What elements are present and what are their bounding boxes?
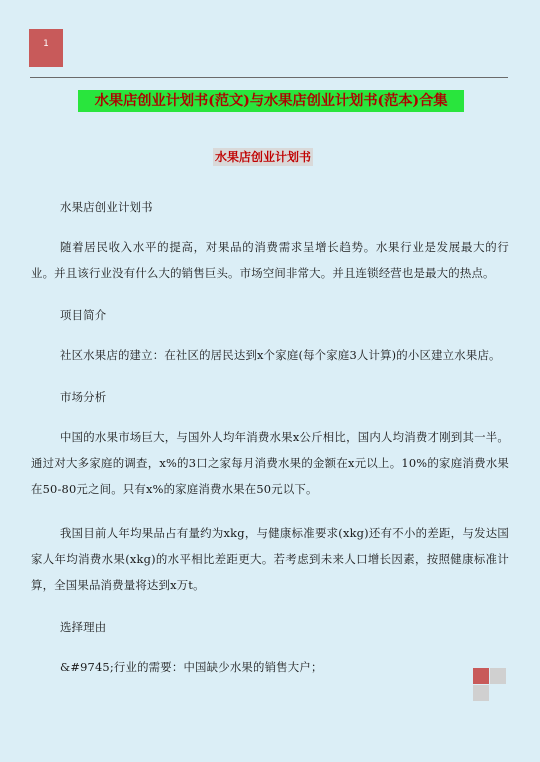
paragraph-heading: 选择理由 [60, 620, 107, 634]
paragraph: 社区水果店的建立：在社区的居民达到x个家庭(每个家庭3人计算)的小区建立水果店。 [60, 348, 501, 362]
corner-decoration-square [473, 685, 489, 701]
paragraph: 随着居民收入水平的提高，对果品的消费需求呈增长趋势。水果行业是发展最大的行业。并且该行业没有什么大的销售巨头。市场空间非常大。并且连锁经营也是最大的热点。 [31, 240, 509, 280]
paragraph-heading: 项目简介 [60, 308, 107, 322]
paragraph: 中国的水果市场巨大，与国外人均年消费水果x公斤相比，国内人均消费才刚到其一半。通过对大多家庭的调查，x%的3口之家每月消费水果的金额在x元以上。10%的家庭消费水果在50-80元之间。只有x%的家庭消费水果在50元以下。 [31, 430, 509, 496]
paragraph-heading: 水果店创业计划书 [60, 200, 153, 214]
section-title: 水果店创业计划书 [215, 150, 312, 164]
document-title: 水果店创业计划书(范文)与水果店创业计划书(范本)合集 [78, 90, 464, 112]
document-body [31, 196, 509, 698]
page-number-badge: 1 [29, 29, 63, 67]
corner-decoration-square [473, 668, 489, 684]
paragraph: &#9745;行业的需要：中国缺少水果的销售大户； [60, 660, 323, 674]
header-divider [30, 77, 508, 78]
corner-decoration-square [490, 668, 506, 684]
paragraph: 我国目前人年均果品占有量约为xkg，与健康标准要求(xkg)还有不小的差距，与发达国家人年均消费水果(xkg)的水平相比差距更大。若考虑到未来人口增长因素，按照健康标准计算，全国果品消费量将达到x万t。 [31, 526, 509, 592]
paragraph-heading: 市场分析 [60, 390, 107, 404]
